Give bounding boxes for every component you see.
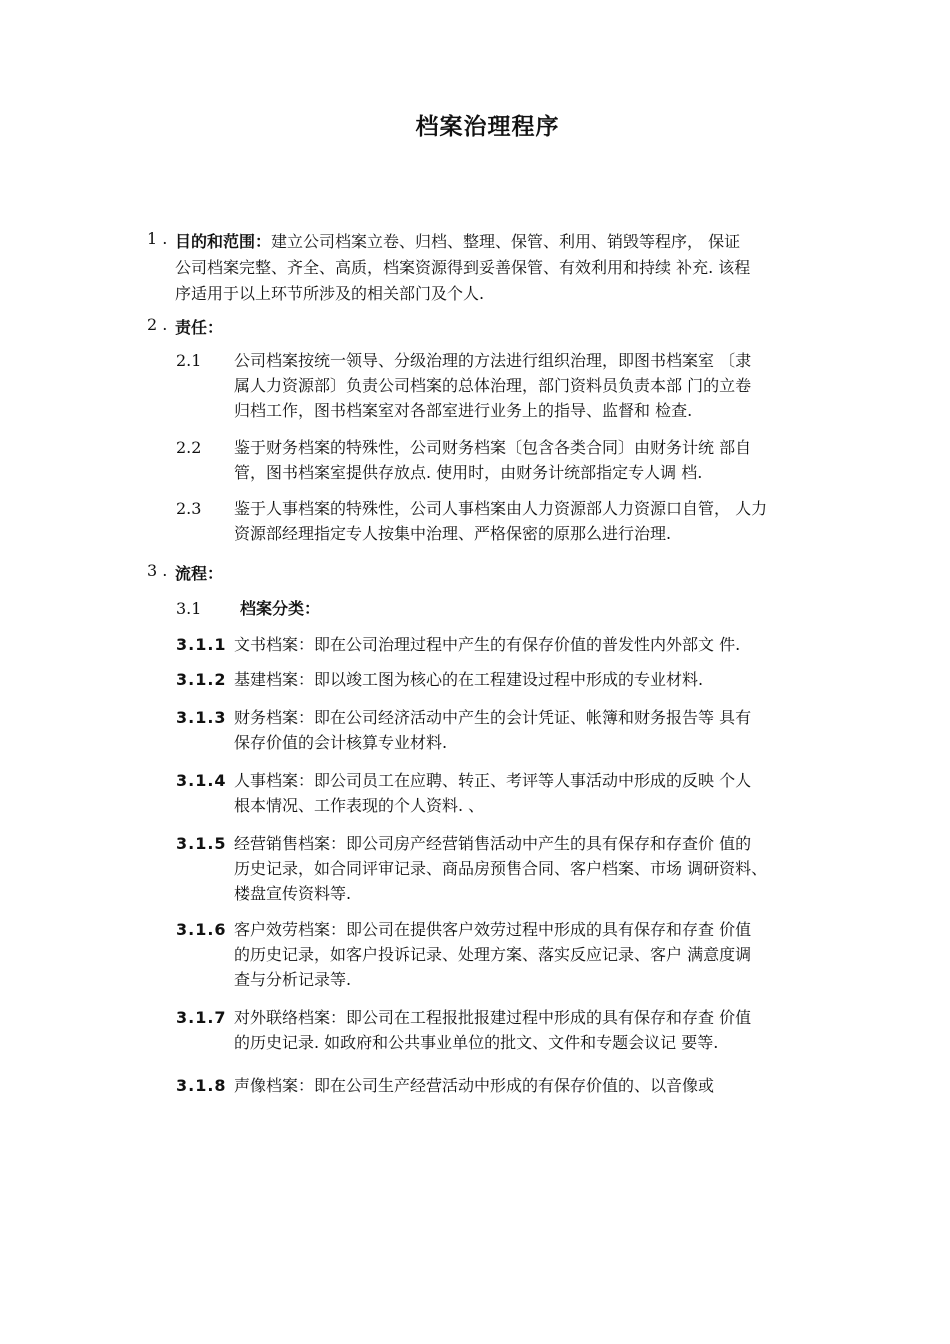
item-number: 3.1.2 <box>176 670 227 689</box>
text-line: 文书档案：即在公司治理过程中产生的有保存价值的普发性内外部文 件. <box>234 635 741 654</box>
item-number: 2.2 <box>176 438 202 457</box>
text-line: 查与分析记录等. <box>234 970 352 989</box>
text-line: 声像档案：即在公司生产经营活动中形成的有保存价值的、以音像或 <box>234 1076 715 1095</box>
item-body <box>234 632 834 657</box>
text-line: 人事档案：即公司员工在应聘、转正、考评等人事活动中形成的反映 个人 <box>234 771 752 790</box>
item-number: 3.1.1 <box>176 635 227 654</box>
text-line: 建立公司档案立卷、归档、整理、保管、利用、销毁等程序， 保证 <box>271 232 741 251</box>
subsection-number: 3.1 <box>176 599 202 618</box>
item-number: 3.1.7 <box>176 1008 227 1027</box>
item-number: 2.3 <box>176 499 202 518</box>
section-number: 1 . <box>147 229 168 248</box>
text-line: 楼盘宣传资料等. <box>234 884 352 903</box>
section-number: 3 . <box>147 561 168 580</box>
section-label: 责任： <box>175 318 224 337</box>
item-body <box>234 1005 834 1055</box>
item-body <box>234 831 834 906</box>
section-body <box>175 561 835 587</box>
section-label: 流程： <box>175 564 224 583</box>
text-line: 根本情况、工作表现的个人资料. 、 <box>234 796 485 815</box>
item-number: 3.1.3 <box>176 708 227 727</box>
section-number: 2 . <box>147 315 168 334</box>
item-body <box>234 435 834 485</box>
text-line: 的历史记录. 如政府和公共事业单位的批文、文件和专题会议记 要等. <box>234 1033 719 1052</box>
item-body <box>234 496 834 546</box>
text-line: 序适用于以上环节所涉及的相关部门及个人. <box>175 284 485 303</box>
text-line: 资源部经理指定专人按集中治理、严格保密的原那么进行治理. <box>234 524 672 543</box>
text-line: 财务档案：即在公司经济活动中产生的会计凭证、帐簿和财务报告等 具有 <box>234 708 752 727</box>
text-line: 公司档案按统一领导、分级治理的方法进行组织治理，即图书档案室 〔隶 <box>234 351 752 370</box>
item-number: 3.1.8 <box>176 1076 227 1095</box>
section-body <box>175 229 835 307</box>
text-line: 保存价值的会计核算专业材料. <box>234 733 448 752</box>
subsection-label: 档案分类： <box>240 599 321 618</box>
text-line: 对外联络档案：即公司在工程报批报建过程中形成的具有保存和存查 价值 <box>234 1008 752 1027</box>
text-line: 鉴于人事档案的特殊性，公司人事档案由人力资源部人力资源口自管， 人力 <box>234 499 768 518</box>
item-body <box>234 1073 834 1098</box>
text-line: 的历史记录，如客户投诉记录、处理方案、落实反应记录、客户 满意度调 <box>234 945 752 964</box>
section-body <box>175 315 835 341</box>
text-line: 属人力资源部〕负责公司档案的总体治理，部门资料员负责本部 门的立卷 <box>234 376 752 395</box>
text-line: 归档工作，图书档案室对各部室进行业务上的指导、监督和 检查. <box>234 401 693 420</box>
text-line: 经营销售档案：即公司房产经营销售活动中产生的具有保存和存查价 值的 <box>234 834 752 853</box>
text-line: 客户效劳档案：即公司在提供客户效劳过程中形成的具有保存和存查 价值 <box>234 920 752 939</box>
page-title: 档案治理程序 <box>415 114 560 140</box>
text-line: 历史记录，如合同评审记录、商品房预售合同、客户档案、市场 调研资料、 <box>234 859 768 878</box>
section-label: 目的和范围： <box>175 232 272 251</box>
item-body <box>234 917 834 992</box>
item-body <box>234 348 834 423</box>
item-body <box>234 667 834 692</box>
item-body <box>234 768 834 818</box>
item-number: 3.1.6 <box>176 920 227 939</box>
item-number: 3.1.5 <box>176 834 227 853</box>
item-body <box>234 705 834 755</box>
item-number: 3.1.4 <box>176 771 227 790</box>
item-number: 2.1 <box>176 351 202 370</box>
text-line: 鉴于财务档案的特殊性，公司财务档案〔包含各类合同〕由财务计统 部自 <box>234 438 752 457</box>
text-line: 公司档案完整、齐全、高质，档案资源得到妥善保管、有效利用和持续 补充. 该程 <box>175 258 751 277</box>
text-line: 基建档案：即以竣工图为核心的在工程建设过程中形成的专业材料. <box>234 670 704 689</box>
text-line: 管，图书档案室提供存放点. 使用时，由财务计统部指定专人调 档. <box>234 463 703 482</box>
